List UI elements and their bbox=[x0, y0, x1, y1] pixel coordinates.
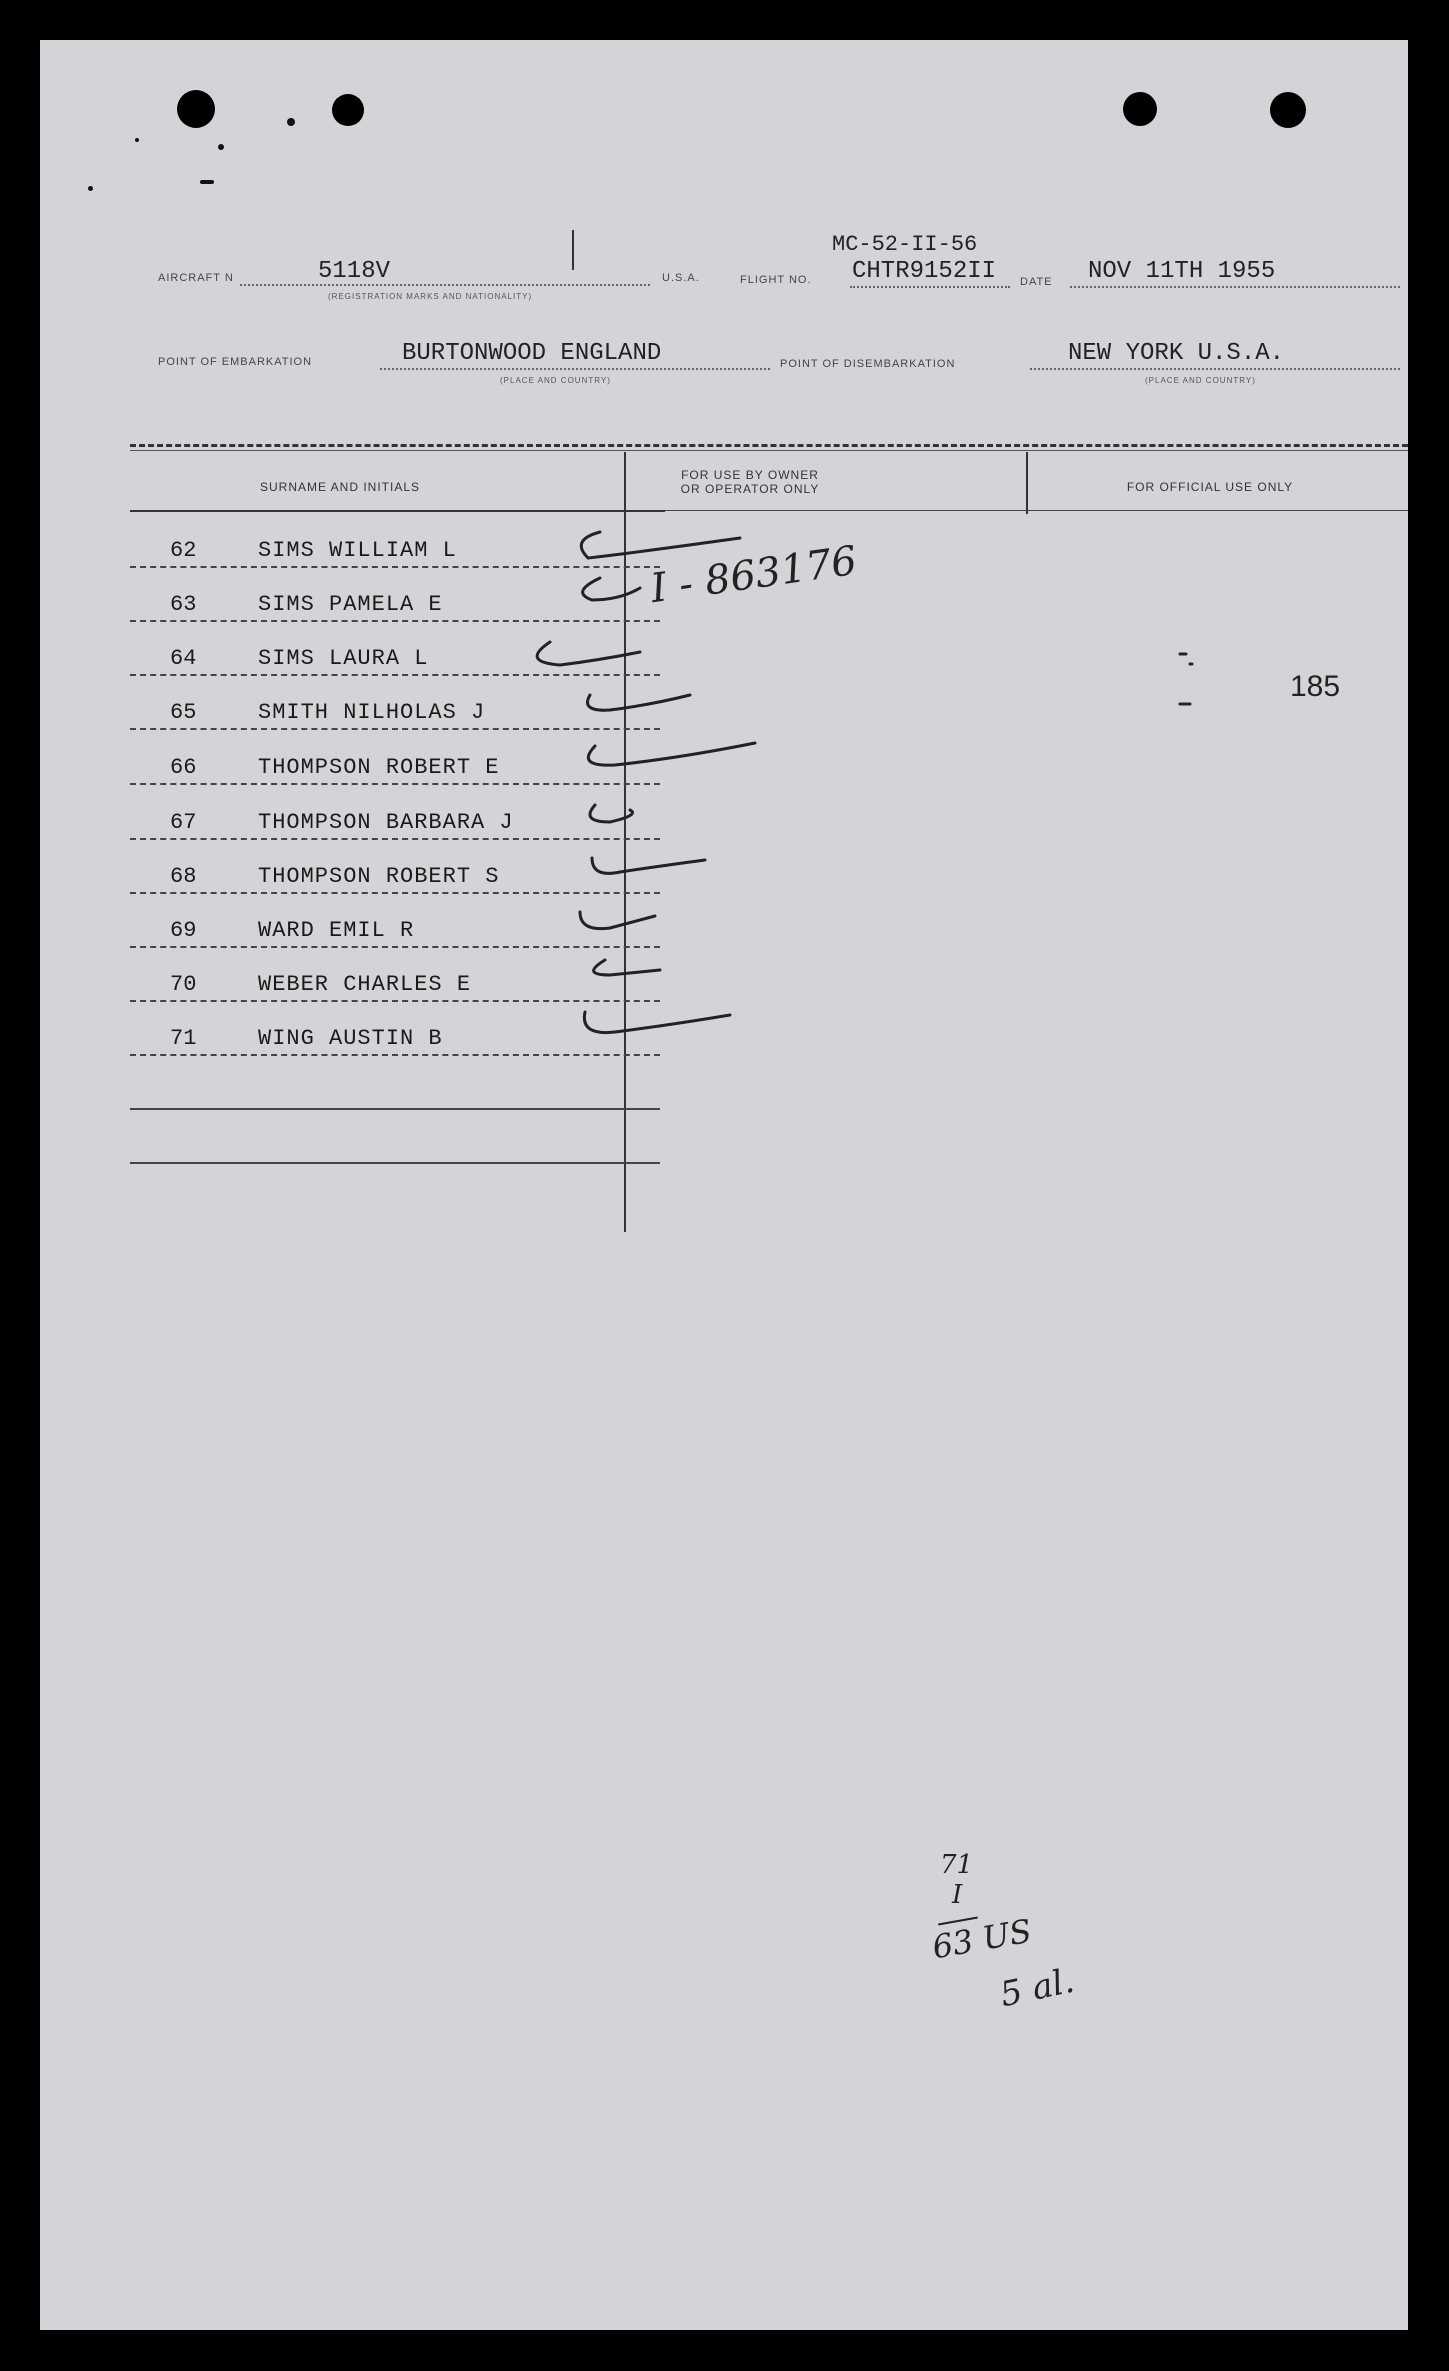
passenger-name: THOMPSON ROBERT S bbox=[258, 864, 500, 889]
tally-last: 5 al. bbox=[996, 1960, 1078, 2016]
passenger-name: SMITH NILHOLAS J bbox=[258, 700, 486, 725]
check-mark-icon bbox=[588, 695, 691, 710]
empty-row-line bbox=[130, 1162, 660, 1164]
disembark-value: NEW YORK U.S.A. bbox=[1068, 340, 1285, 367]
embark-label: POINT OF EMBARKATION bbox=[158, 356, 313, 368]
passenger-name: SIMS LAURA L bbox=[258, 646, 429, 671]
passenger-number: 62 bbox=[170, 538, 197, 563]
passenger-number: 70 bbox=[170, 972, 197, 997]
check-mark-icon bbox=[592, 858, 705, 873]
flight-label: FLIGHT NO. bbox=[740, 274, 812, 286]
date-label: DATE bbox=[1020, 276, 1053, 288]
passenger-number: 69 bbox=[170, 918, 197, 943]
country-label: U.S.A. bbox=[662, 272, 700, 284]
tally-bottom: 63 US bbox=[929, 1911, 1035, 1967]
tally-mid: I bbox=[952, 1880, 963, 1910]
official-header: FOR OFFICIAL USE ONLY bbox=[1126, 480, 1294, 494]
embark-value: BURTONWOOD ENGLAND bbox=[402, 340, 662, 367]
passenger-number: 68 bbox=[170, 864, 197, 889]
passenger-number: 71 bbox=[170, 1026, 197, 1051]
disembark-label: POINT OF DISEMBARKATION bbox=[780, 358, 956, 370]
check-mark-icon bbox=[537, 642, 640, 665]
disembark-sublabel: (PLACE AND COUNTRY) bbox=[1145, 376, 1256, 385]
handwritten-number: I - 863176 bbox=[647, 537, 860, 613]
manifest-page bbox=[40, 40, 1408, 2330]
passenger-number: 63 bbox=[170, 592, 197, 617]
tally-top: 71 bbox=[940, 1850, 974, 1880]
passenger-number: 64 bbox=[170, 646, 197, 671]
passenger-name: WARD EMIL R bbox=[258, 918, 415, 943]
aircraft-value: 5118V bbox=[318, 258, 391, 285]
passenger-number: 67 bbox=[170, 810, 197, 835]
check-mark-icon bbox=[594, 960, 660, 975]
passenger-number: 66 bbox=[170, 755, 197, 780]
passenger-name: WING AUSTIN B bbox=[258, 1026, 443, 1051]
check-mark-icon bbox=[583, 578, 640, 600]
check-mark-icon bbox=[581, 532, 740, 558]
check-mark-icon bbox=[580, 912, 655, 929]
check-mark-icon bbox=[588, 743, 755, 765]
embark-sublabel: (PLACE AND COUNTRY) bbox=[500, 376, 611, 385]
passenger-number: 65 bbox=[170, 700, 197, 725]
check-mark-icon bbox=[584, 1012, 730, 1033]
flight-note: MC-52-II-56 bbox=[832, 232, 978, 257]
page-number: 185 bbox=[1290, 670, 1341, 703]
check-mark-icon bbox=[590, 805, 633, 822]
surname-header: SURNAME AND INITIALS bbox=[259, 480, 421, 494]
passenger-name: THOMPSON ROBERT E bbox=[258, 755, 500, 780]
aircraft-label: AIRCRAFT N bbox=[158, 272, 234, 284]
passenger-name: SIMS PAMELA E bbox=[258, 592, 443, 617]
flight-value: CHTR9152II bbox=[852, 258, 997, 285]
aircraft-sublabel: (REGISTRATION MARKS AND NATIONALITY) bbox=[328, 292, 533, 301]
passenger-name: WEBER CHARLES E bbox=[258, 972, 472, 997]
passenger-name: THOMPSON BARBARA J bbox=[258, 810, 514, 835]
date-value: NOV 11TH 1955 bbox=[1088, 258, 1276, 285]
owner-header-line2: OR OPERATOR ONLY bbox=[680, 482, 820, 496]
passenger-name: SIMS WILLIAM L bbox=[258, 538, 457, 563]
owner-header-line1: FOR USE BY OWNER bbox=[681, 468, 819, 482]
